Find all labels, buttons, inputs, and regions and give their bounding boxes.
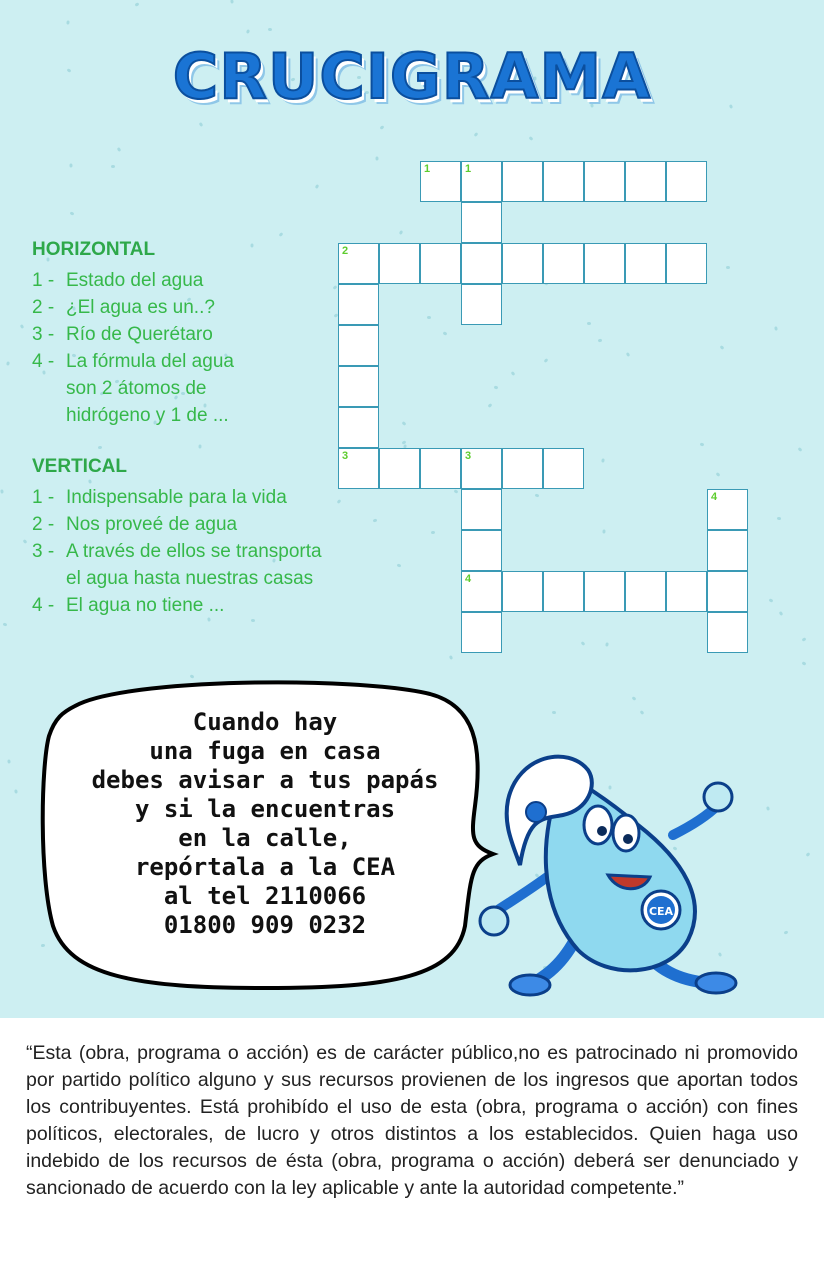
cell-clue-number: 3 [342, 450, 349, 462]
clue-text: Estado del agua [66, 270, 204, 291]
clue-text: A través de ellos se transporta el agua hasta nuestras casas [66, 541, 322, 589]
crossword-cell[interactable] [666, 571, 707, 612]
clue-number: 4 - [32, 595, 55, 616]
page-title: CRUCIGRAMA [172, 40, 652, 113]
crossword-cell[interactable] [338, 243, 379, 284]
crossword-cell[interactable] [338, 284, 379, 325]
crossword-cell[interactable] [502, 571, 543, 612]
bubble-line: repórtala a la CEA [134, 853, 396, 881]
crossword-cell[interactable] [461, 530, 502, 571]
cell-clue-number: 1 [424, 163, 431, 175]
bubble-line: al tel 2110066 [163, 882, 367, 910]
bubble-line: y si la encuentras [134, 795, 396, 823]
crossword-cell[interactable] [502, 161, 543, 202]
bubble-line: debes avisar a tus papás [91, 766, 439, 794]
bubble-line: una fuga en casa [149, 737, 381, 765]
crossword-cell[interactable] [461, 284, 502, 325]
bubble-line: 01800 909 0232 [163, 911, 367, 939]
crossword-cell[interactable] [461, 489, 502, 530]
crossword-cell[interactable] [461, 243, 502, 284]
crossword-cell[interactable] [461, 161, 502, 202]
crossword-cell[interactable] [338, 448, 379, 489]
crossword-cell[interactable] [543, 571, 584, 612]
clue-text: Río de Querétaro [66, 324, 213, 345]
clue-number: 2 - [32, 514, 55, 535]
bubble-line: en la calle, [178, 824, 352, 852]
clue-number: 2 - [32, 297, 55, 318]
clue-text: ¿El agua es un..? [66, 297, 215, 318]
crossword-cell[interactable] [379, 243, 420, 284]
clue-number: 4 - [32, 351, 55, 372]
crossword-cell[interactable] [420, 161, 461, 202]
crossword-cell[interactable] [502, 448, 543, 489]
crossword-cell[interactable] [707, 530, 748, 571]
crossword-cell[interactable] [420, 448, 461, 489]
clue-text: Indispensable para la vida [66, 487, 287, 508]
bubble-line: Cuando hay [192, 708, 338, 736]
clue-text: Nos proveé de agua [66, 514, 238, 535]
cell-clue-number: 1 [465, 163, 472, 175]
crossword-cell[interactable] [584, 161, 625, 202]
crossword-cell[interactable] [543, 448, 584, 489]
vertical-heading: VERTICAL [32, 456, 127, 477]
water-drop-mascot [468, 715, 768, 1015]
clue-number: 1 - [32, 487, 55, 508]
crossword-cell[interactable] [461, 612, 502, 653]
clue-number: 3 - [32, 324, 55, 345]
crossword-cell[interactable] [625, 571, 666, 612]
cell-clue-number: 4 [465, 573, 472, 585]
clue-number: 1 - [32, 270, 55, 291]
crossword-cell[interactable] [707, 612, 748, 653]
crossword-cell[interactable] [502, 243, 543, 284]
crossword-cell[interactable] [625, 243, 666, 284]
crossword-cell[interactable] [461, 202, 502, 243]
clue-text: El agua no tiene ... [66, 595, 225, 616]
crossword-cell[interactable] [543, 161, 584, 202]
crossword-cell[interactable] [666, 161, 707, 202]
horizontal-heading: HORIZONTAL [32, 239, 156, 260]
crossword-cell[interactable] [461, 571, 502, 612]
crossword-cell[interactable] [625, 161, 666, 202]
crossword-cell[interactable] [543, 243, 584, 284]
crossword-cell[interactable] [461, 448, 502, 489]
crossword-cell[interactable] [707, 489, 748, 530]
cell-clue-number: 3 [465, 450, 472, 462]
crossword-cell[interactable] [379, 448, 420, 489]
mascot-badge-logo: CEA [648, 905, 674, 918]
clue-text: La fórmula del agua son 2 átomos de hidrógeno y 1 de ... [66, 351, 234, 426]
crossword-cell[interactable] [338, 325, 379, 366]
crossword-cell[interactable] [584, 571, 625, 612]
cell-clue-number: 4 [711, 491, 718, 503]
legal-disclaimer: “Esta (obra, programa o acción) es de carácter público,no es patrocinado ni promovido por partido político alguno y sus recursos provienen de los ingresos que aportan todos los contribuyentes. Está prohibído el uso de esta (obra, programa o acción) con fines políticos, electorales, de lucro y otros distintos a los establecidos. Quien haga uso indebido de los recursos de ésta (obra, programa o acción) deberá ser denunciado y sancionado de acuerdo con la ley aplicable y ante la autoridad competente.” [26, 1042, 798, 1199]
clue-number: 3 - [32, 541, 55, 562]
crossword-cell[interactable] [666, 243, 707, 284]
crossword-cell[interactable] [707, 571, 748, 612]
bubble-message [55, 708, 475, 940]
crossword-cell[interactable] [584, 243, 625, 284]
crossword-cell[interactable] [420, 243, 461, 284]
cell-clue-number: 2 [342, 245, 349, 257]
crossword-cell[interactable] [338, 407, 379, 448]
crossword-cell[interactable] [338, 366, 379, 407]
